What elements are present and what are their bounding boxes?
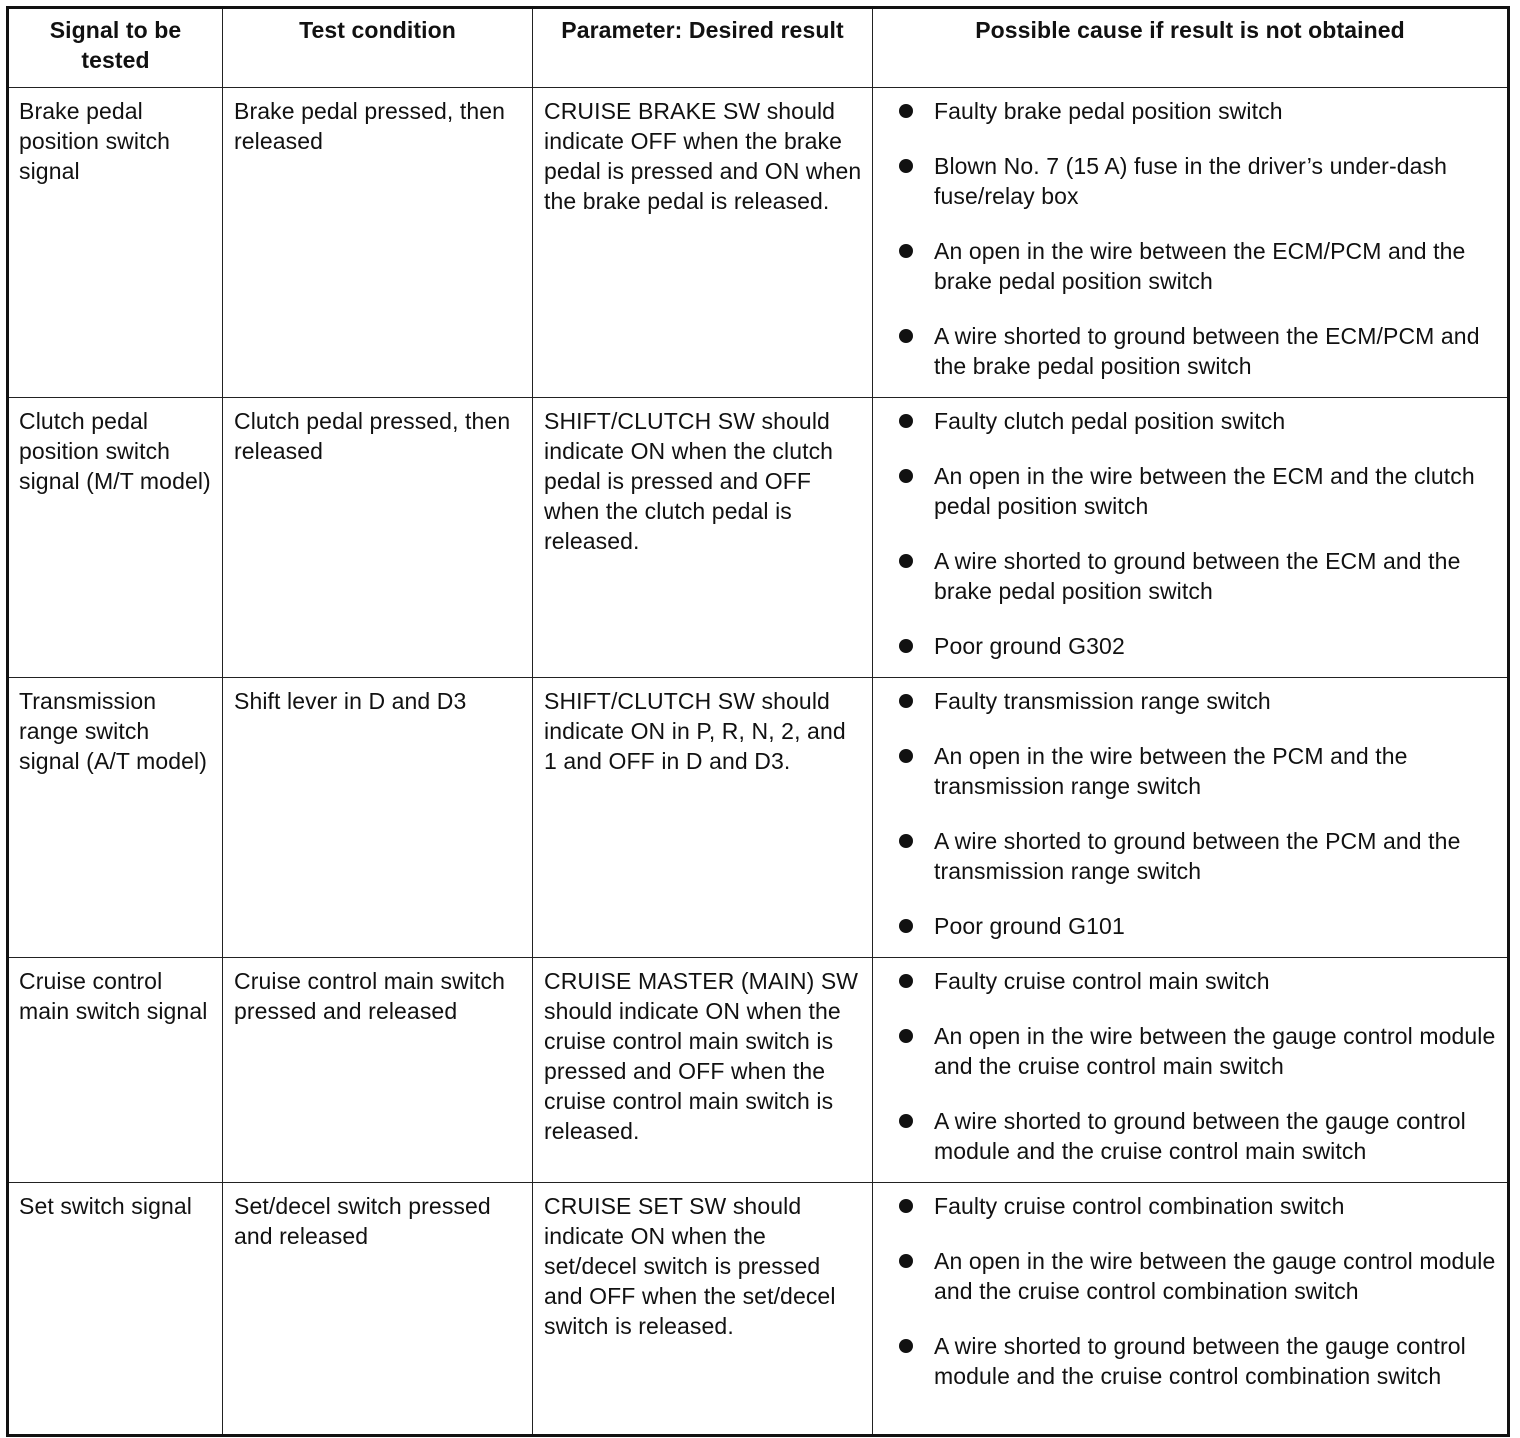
bullet-icon (899, 919, 913, 933)
signal-cell: Cruise control main switch signal (8, 958, 223, 1183)
condition-cell: Cruise control main switch pressed and released (223, 958, 533, 1183)
list-item (899, 96, 1497, 126)
condition-cell: Shift lever in D and D3 (223, 678, 533, 958)
list-item (899, 911, 1497, 941)
cause-list (899, 96, 1497, 381)
cause-text: An open in the wire between the ECM/PCM and the brake pedal position switch (934, 238, 1466, 294)
causes-cell (873, 398, 1509, 678)
cause-text: Faulty transmission range switch (934, 688, 1271, 714)
cause-list (899, 406, 1497, 661)
bullet-icon (899, 244, 913, 258)
bullet-icon (899, 554, 913, 568)
cause-text: An open in the wire between the PCM and the transmission range switch (934, 743, 1408, 799)
bullet-icon (899, 834, 913, 848)
list-item (899, 1191, 1497, 1221)
list-item (899, 966, 1497, 996)
bullet-icon (899, 974, 913, 988)
cause-text: Poor ground G302 (934, 633, 1125, 659)
cause-list (899, 1191, 1497, 1391)
bullet-icon (899, 1114, 913, 1128)
bullet-icon (899, 159, 913, 173)
list-item (899, 1331, 1497, 1391)
cause-text: Faulty brake pedal position switch (934, 98, 1283, 124)
signal-cell: Set switch signal (8, 1183, 223, 1436)
table-row (8, 398, 1509, 678)
list-item (899, 406, 1497, 436)
cause-text: A wire shorted to ground between the gauge control module and the cruise control combination switch (934, 1333, 1466, 1389)
cause-text: Faulty cruise control combination switch (934, 1193, 1345, 1219)
list-item (899, 686, 1497, 716)
causes-cell (873, 1183, 1509, 1436)
result-cell: SHIFT/CLUTCH SW should indicate ON when the clutch pedal is pressed and OFF when the clutch pedal is released. (533, 398, 873, 678)
list-item (899, 321, 1497, 381)
bullet-icon (899, 329, 913, 343)
condition-cell: Clutch pedal pressed, then released (223, 398, 533, 678)
table-row (8, 88, 1509, 398)
signal-cell: Transmission range switch signal (A/T model) (8, 678, 223, 958)
header-signal: Signal to be tested (8, 8, 223, 88)
bullet-icon (899, 1254, 913, 1268)
result-cell: SHIFT/CLUTCH SW should indicate ON in P, R, N, 2, and 1 and OFF in D and D3. (533, 678, 873, 958)
bullet-icon (899, 1339, 913, 1353)
bullet-icon (899, 1199, 913, 1213)
cause-text: An open in the wire between the gauge control module and the cruise control main switch (934, 1023, 1496, 1079)
cause-text: Faulty clutch pedal position switch (934, 408, 1286, 434)
list-item (899, 1106, 1497, 1166)
result-cell: CRUISE BRAKE SW should indicate OFF when the brake pedal is pressed and ON when the brake pedal is released. (533, 88, 873, 398)
list-item (899, 1246, 1497, 1306)
header-row (8, 8, 1509, 88)
causes-cell (873, 678, 1509, 958)
signal-cell: Clutch pedal position switch signal (M/T model) (8, 398, 223, 678)
header-condition: Test condition (223, 8, 533, 88)
result-cell: CRUISE SET SW should indicate ON when the set/decel switch is pressed and OFF when the set/decel switch is released. (533, 1183, 873, 1436)
list-item (899, 631, 1497, 661)
list-item (899, 1021, 1497, 1081)
list-item (899, 236, 1497, 296)
list-item (899, 741, 1497, 801)
cause-text: A wire shorted to ground between the ECM/PCM and the brake pedal position switch (934, 323, 1480, 379)
list-item (899, 151, 1497, 211)
cause-list (899, 966, 1497, 1166)
troubleshooting-table (6, 6, 1510, 1437)
cause-text: Poor ground G101 (934, 913, 1125, 939)
causes-cell (873, 958, 1509, 1183)
causes-cell (873, 88, 1509, 398)
cause-list (899, 686, 1497, 941)
condition-cell: Brake pedal pressed, then released (223, 88, 533, 398)
cause-text: Blown No. 7 (15 A) fuse in the driver’s under-dash fuse/relay box (934, 153, 1447, 209)
list-item (899, 461, 1497, 521)
table-row (8, 678, 1509, 958)
table-row (8, 1183, 1509, 1436)
bullet-icon (899, 749, 913, 763)
bullet-icon (899, 104, 913, 118)
header-causes: Possible cause if result is not obtained (873, 8, 1509, 88)
bullet-icon (899, 1029, 913, 1043)
cause-text: A wire shorted to ground between the PCM and the transmission range switch (934, 828, 1461, 884)
signal-cell: Brake pedal position switch signal (8, 88, 223, 398)
bullet-icon (899, 414, 913, 428)
list-item (899, 546, 1497, 606)
bullet-icon (899, 694, 913, 708)
table-row (8, 958, 1509, 1183)
condition-cell: Set/decel switch pressed and released (223, 1183, 533, 1436)
cause-text: An open in the wire between the gauge control module and the cruise control combination switch (934, 1248, 1496, 1304)
list-item (899, 826, 1497, 886)
cause-text: An open in the wire between the ECM and the clutch pedal position switch (934, 463, 1475, 519)
result-cell: CRUISE MASTER (MAIN) SW should indicate ON when the cruise control main switch is pressed and OFF when the cruise control main switch is released. (533, 958, 873, 1183)
header-result: Parameter: Desired result (533, 8, 873, 88)
cause-text: A wire shorted to ground between the ECM and the brake pedal position switch (934, 548, 1461, 604)
bullet-icon (899, 469, 913, 483)
bullet-icon (899, 639, 913, 653)
cause-text: Faulty cruise control main switch (934, 968, 1270, 994)
cause-text: A wire shorted to ground between the gauge control module and the cruise control main switch (934, 1108, 1466, 1164)
